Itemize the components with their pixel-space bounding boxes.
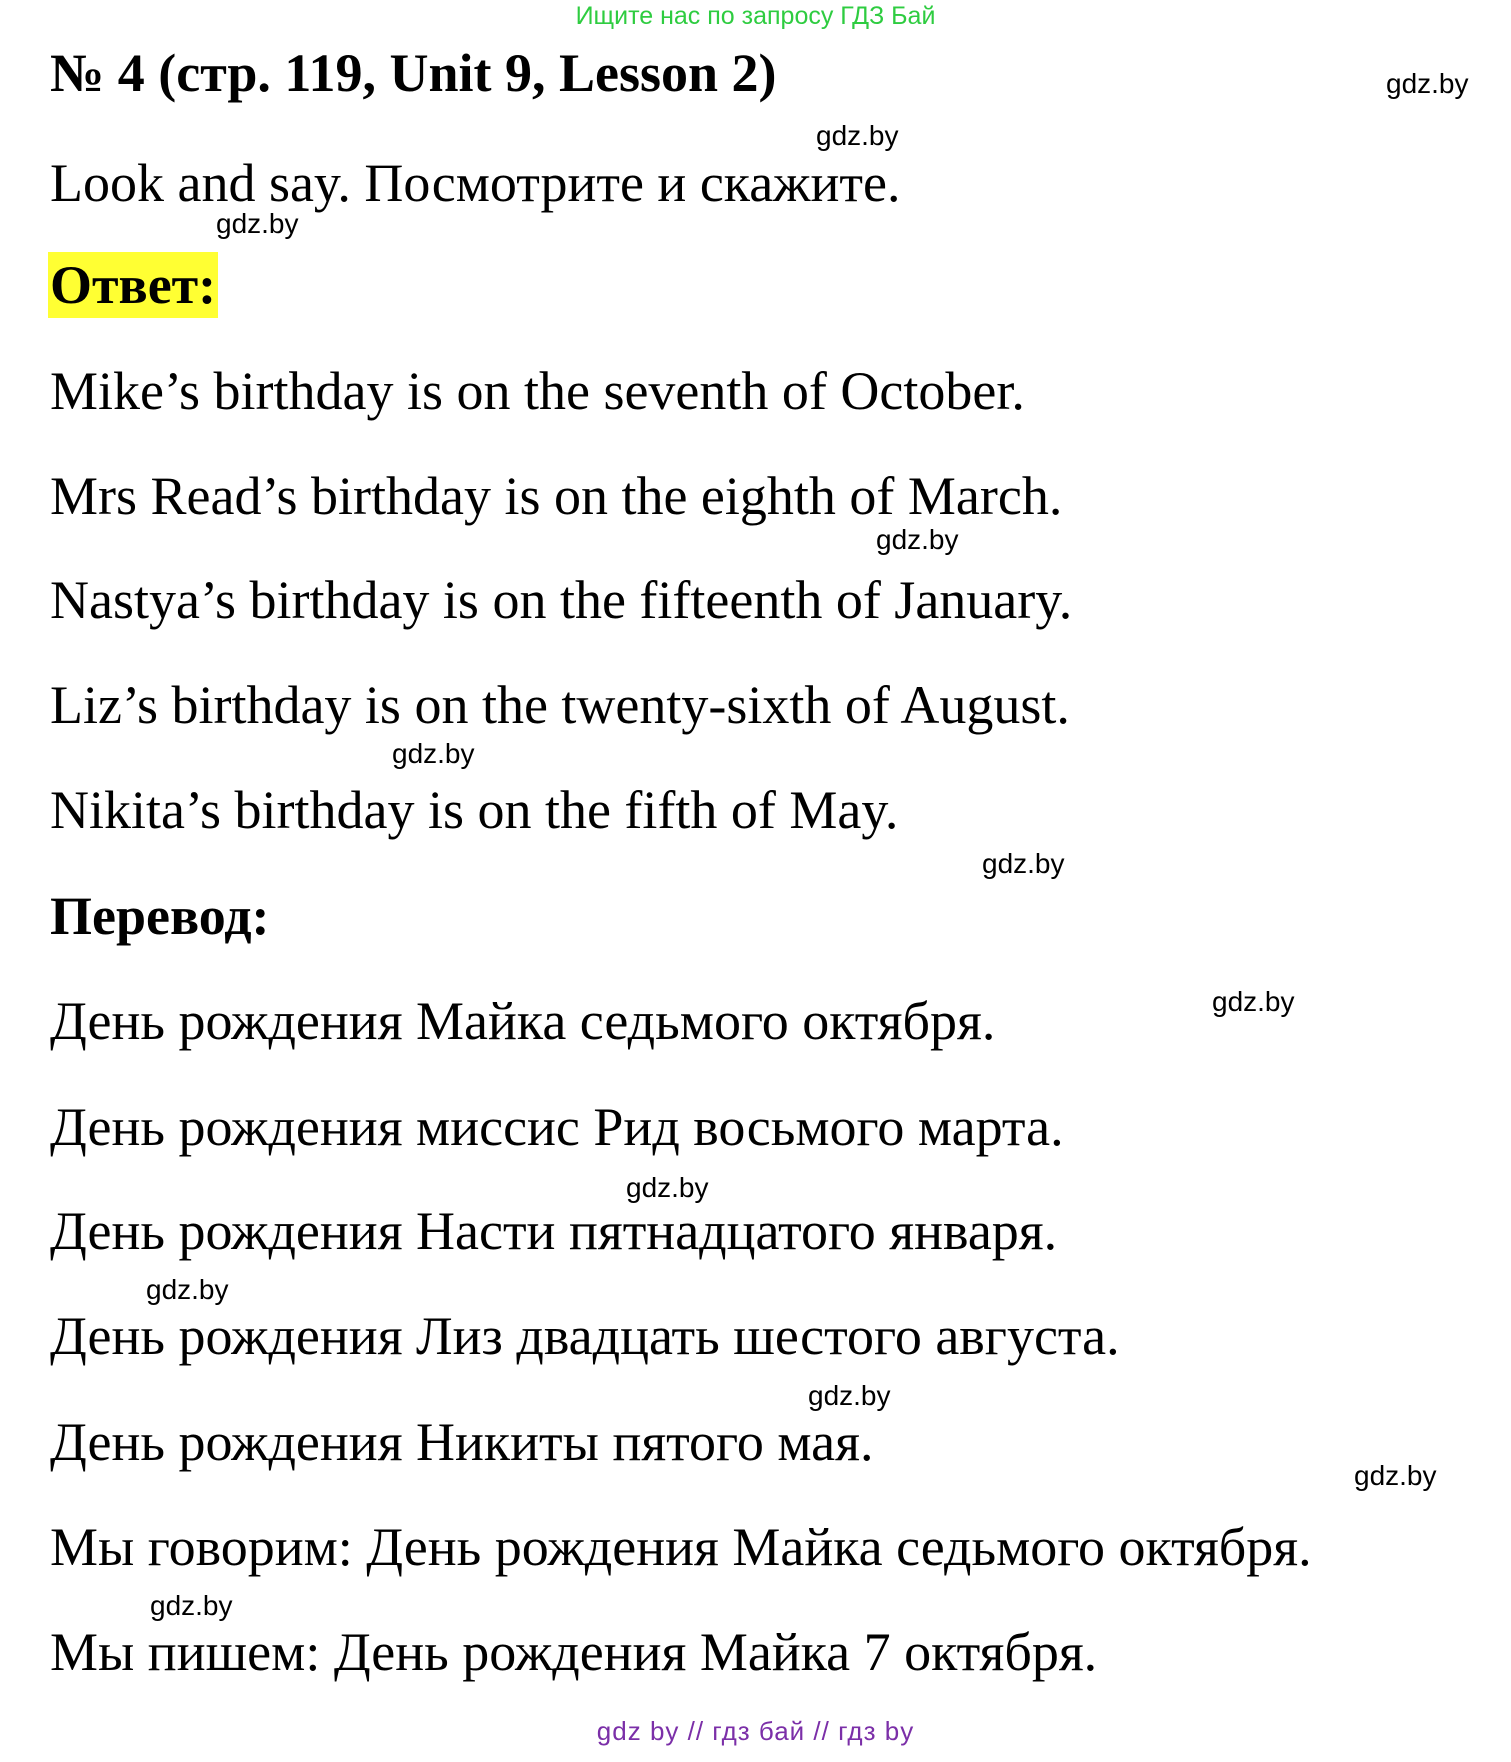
- watermark: gdz.by: [146, 1274, 229, 1305]
- exercise-title: № 4 (стр. 119, Unit 9, Lesson 2): [50, 43, 777, 103]
- translation-line: День рождения Никиты пятого мая.: [50, 1412, 874, 1472]
- answer-label: Ответ:: [48, 252, 218, 318]
- watermark: gdz.by: [808, 1380, 891, 1411]
- watermark: gdz.by: [876, 524, 959, 555]
- answer-line: Nastya’s birthday is on the fifteenth of January.: [50, 570, 1073, 630]
- exercise-instruction: Look and say. Посмотрите и скажите.: [50, 153, 901, 213]
- translation-label: Перевод:: [50, 886, 270, 946]
- answer-line: Liz’s birthday is on the twenty-sixth of August.: [50, 675, 1070, 735]
- watermark: gdz.by: [982, 848, 1065, 879]
- answer-line: Nikita’s birthday is on the fifth of May.: [50, 780, 899, 840]
- watermark: gdz.by: [626, 1172, 709, 1203]
- translation-line: Мы пишем: День рождения Майка 7 октября.: [50, 1622, 1098, 1682]
- answer-line: Mike’s birthday is on the seventh of October.: [50, 361, 1025, 421]
- answer-line: Mrs Read’s birthday is on the eighth of March.: [50, 466, 1063, 526]
- translation-line: Мы говорим: День рождения Майка седьмого октября.: [50, 1517, 1312, 1577]
- watermark: gdz.by: [1354, 1460, 1437, 1491]
- watermark: gdz.by: [392, 738, 475, 769]
- watermark: gdz.by: [1212, 986, 1295, 1017]
- translation-line: День рождения Лиз двадцать шестого августа.: [50, 1306, 1120, 1366]
- watermark: gdz.by: [216, 208, 299, 239]
- watermark: gdz.by: [150, 1590, 233, 1621]
- watermark: gdz.by: [1386, 68, 1469, 99]
- footer: gdz by // гдз бай // гдз by: [596, 1716, 915, 1746]
- translation-line: День рождения Майка седьмого октября.: [50, 991, 996, 1051]
- translation-line: День рождения Насти пятнадцатого января.: [50, 1201, 1058, 1261]
- watermark: gdz.by: [816, 120, 899, 151]
- top-banner: Ищите нас по запросу ГДЗ Бай: [575, 2, 936, 30]
- translation-line: День рождения миссис Рид восьмого марта.: [50, 1097, 1064, 1157]
